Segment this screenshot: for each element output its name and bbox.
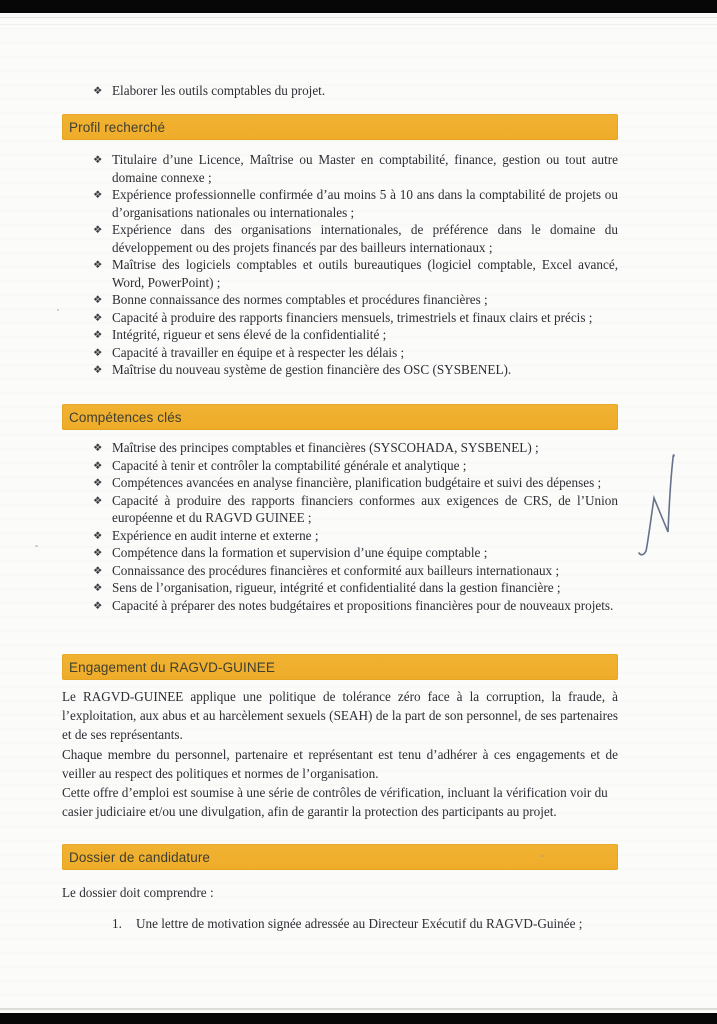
scan-artifact-line	[0, 17, 717, 18]
list-item	[93, 186, 618, 221]
list-item-text: Expérience professionnelle confirmée d’au moins 5 à 10 ans dans la comptabilité de projets ou d’organisations nationales ou internationales ;	[112, 187, 618, 220]
diamond-bullet-icon: ❖	[93, 364, 103, 376]
list-item-text: Elaborer les outils comptables du projet.	[112, 83, 326, 98]
scan-artifact-line	[0, 24, 717, 25]
item-number: 1.	[112, 916, 122, 931]
handwritten-ink-mark	[638, 448, 694, 566]
list-item	[93, 492, 618, 527]
list-item-text: Intégrité, rigueur et sens élevé de la confidentialité ;	[112, 327, 387, 342]
list-item-text: Compétence dans la formation et supervision d’une équipe comptable ;	[112, 545, 488, 560]
scan-border-top	[0, 0, 717, 13]
section-header-engagement	[62, 654, 618, 680]
section-title: Compétences clés	[69, 409, 182, 425]
section-title: Engagement du RAGVD-GUINEE	[69, 659, 275, 675]
section-title: Dossier de candidature	[69, 849, 211, 865]
list-item-text: Connaissance des procédures financières et conformité aux bailleurs internationaux ;	[112, 562, 560, 578]
competences-section	[62, 439, 618, 614]
diamond-bullet-icon: ❖	[93, 529, 103, 542]
scan-speck	[540, 855, 544, 857]
numbered-item	[112, 915, 618, 933]
list-item-text: Maîtrise des principes comptables et financières (SYSCOHADA, SYSBENEL) ;	[112, 440, 539, 455]
diamond-bullet-icon: ❖	[93, 582, 103, 594]
list-item	[93, 439, 618, 457]
diamond-bullet-icon: ❖	[93, 477, 103, 489]
dossier-list	[62, 915, 618, 933]
list-item-text: Capacité à tenir et contrôler la comptabilité générale et analytique ;	[112, 457, 467, 473]
intro-section	[62, 82, 618, 100]
list-item-text: Capacité à travailler en équipe et à respecter les délais ;	[112, 344, 405, 360]
diamond-bullet-icon: ❖	[93, 442, 103, 454]
list-item	[93, 544, 618, 562]
list-item	[93, 457, 618, 475]
list-item	[93, 291, 618, 309]
diamond-bullet-icon: ❖	[93, 85, 103, 97]
section-header-competences	[62, 404, 618, 430]
list-item-text: Maîtrise des logiciels comptables et outils bureautiques (logiciel comptable, Excel avancé, Word, PowerPoint) ;	[112, 257, 618, 290]
list-item	[93, 344, 618, 362]
scan-speck	[35, 545, 38, 547]
list-item	[93, 221, 618, 256]
dossier-lead	[62, 884, 618, 902]
section-header-profil	[62, 114, 618, 140]
diamond-bullet-icon: ❖	[93, 259, 103, 271]
diamond-bullet-icon: ❖	[93, 329, 103, 341]
diamond-bullet-icon: ❖	[93, 294, 103, 306]
diamond-bullet-icon: ❖	[93, 189, 103, 201]
paragraph: Le RAGVD-GUINEE applique une politique de tolérance zéro face à la corruption, la fraude, à l’exploitation, aux abus et au harcèlement sexuels (SEAH) de la part de son personnel, de ses partenaires et de ses représentants.	[62, 689, 618, 743]
engagement-section	[62, 687, 618, 821]
scan-speck	[57, 309, 59, 311]
paragraph: Chaque membre du personnel, partenaire et représentant est tenu d’adhérer à ces engagements et de veiller au respect des politiques et normes de l’organisation.	[62, 746, 618, 781]
list-item	[93, 326, 618, 344]
list-item	[93, 562, 618, 580]
section-title: Profil recherché	[69, 119, 166, 135]
diamond-bullet-icon: ❖	[93, 154, 103, 166]
list-item	[93, 579, 618, 597]
numbered-item-text: Une lettre de motivation signée adressée au Directeur Exécutif du RAGVD-Guinée ;	[136, 916, 583, 931]
diamond-bullet-icon: ❖	[93, 224, 103, 236]
paragraph: Cette offre d’emploi est soumise à une série de contrôles de vérification, incluant la vérification voir du casier judiciaire et/ou une divulgation, afin de garantir la protection des participants au projet.	[62, 785, 608, 820]
diamond-bullet-icon: ❖	[93, 547, 103, 559]
list-item	[93, 597, 618, 615]
list-item-text: Titulaire d’une Licence, Maîtrise ou Master en comptabilité, finance, gestion ou tout autre domaine connexe ;	[112, 152, 618, 185]
list-item-text: Compétences avancées en analyse financière, planification budgétaire et suivi des dépenses ;	[112, 475, 602, 490]
list-item	[93, 151, 618, 186]
list-item-text: Sens de l’organisation, rigueur, intégrité et confidentialité dans la gestion financière ;	[112, 580, 561, 595]
diamond-bullet-icon: ❖	[93, 311, 103, 324]
profil-section	[62, 151, 618, 379]
list-item-text: Maîtrise du nouveau système de gestion financière des OSC (SYSBENEL).	[112, 362, 512, 377]
list-item-text: Bonne connaissance des normes comptables et procédures financières ;	[112, 292, 488, 307]
section-header-dossier	[62, 844, 618, 870]
list-item-text: Expérience en audit interne et externe ;	[112, 527, 319, 543]
diamond-bullet-icon: ❖	[93, 459, 103, 472]
lead-text: Le dossier doit comprendre :	[62, 885, 214, 900]
list-item	[93, 309, 618, 327]
diamond-bullet-icon: ❖	[93, 494, 103, 507]
list-item-text: Expérience dans des organisations internationales, de préférence dans le domaine du développement ou des projets financés par des bailleurs internationaux ;	[112, 222, 618, 255]
list-item	[93, 256, 618, 291]
list-item-text: Capacité à produire des rapports financiers mensuels, trimestriels et finaux clairs et précis ;	[112, 309, 593, 325]
scan-border-bottom	[0, 1013, 717, 1024]
list-item	[93, 361, 618, 379]
scan-artifact-line	[0, 1008, 717, 1010]
list-item-text: Capacité à préparer des notes budgétaires et propositions financières pour de nouveaux projets.	[112, 597, 614, 613]
list-item-text: Capacité à produire des rapports financiers conformes aux exigences de CRS, de l’Union européenne et du RAGVD GUINEE ;	[112, 492, 618, 525]
list-item	[93, 474, 618, 492]
diamond-bullet-icon: ❖	[93, 599, 103, 612]
diamond-bullet-icon: ❖	[93, 346, 103, 359]
diamond-bullet-icon: ❖	[93, 564, 103, 577]
list-item	[93, 527, 618, 545]
list-item	[93, 82, 618, 100]
